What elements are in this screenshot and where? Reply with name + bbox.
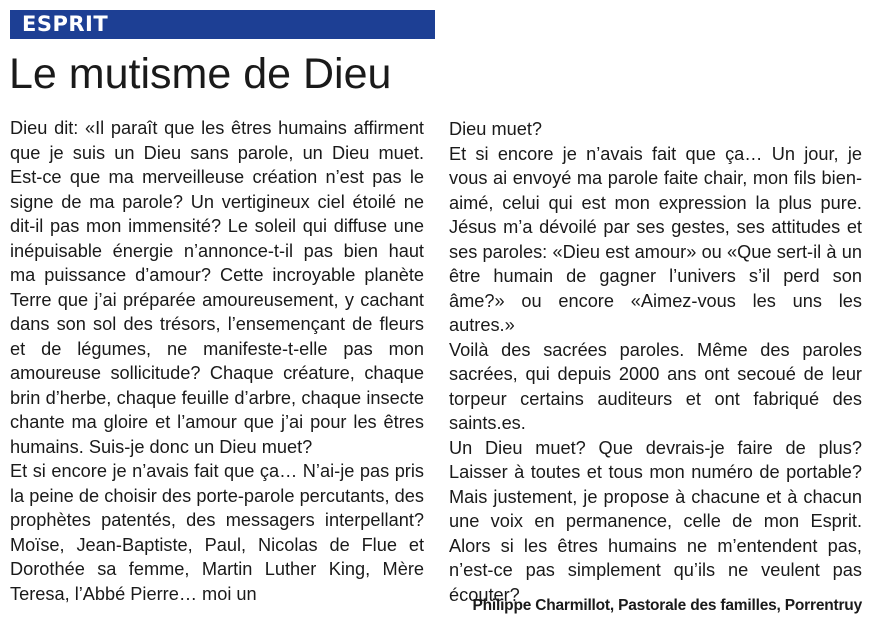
paragraph: Voilà des sacrées paroles. Même des paroles sacrées, qui depuis 2000 ans ont secoué de leur torpeur certains auditeurs et ont fabriqué des saints.es. [449, 339, 862, 433]
paragraph: Et si encore je n’avais fait que ça… Un jour, je vous ai envoyé ma parole faite chair, mon fils bien-aimé, celui qui est mon expression la plus pure. Jésus m’a dévoilé par ses gestes, ses attitudes et ses paroles: «Dieu est amour» ou «Que sert-il à un être humain de gagner l’univers s’il perd son âme?» ou encore «Aimez-vous les uns les autres.» [449, 143, 862, 335]
article-column-right [449, 117, 862, 607]
article-title: Le mutisme de Dieu [9, 50, 392, 98]
author-signature: Philippe Charmillot, Pastorale des familles, Porrentruy [472, 597, 862, 614]
paragraph: Un Dieu muet? Que devrais-je faire de plus? Laisser à toutes et tous mon numéro de portable? Mais justement, je propose à chacune et à chacun une voix en permanence, celle de mon Esprit. Alors si les êtres humains ne m’entendent pas, n’est-ce pas simplement qu’ils ne veulent pas écouter? [449, 437, 862, 605]
section-rubric-label: ESPRIT [22, 12, 109, 36]
paragraph: Dieu muet? [449, 119, 543, 139]
section-rubric [10, 10, 435, 39]
article-column-left [10, 116, 424, 606]
paragraph: Et si encore je n’avais fait que ça… N’ai-je pas pris la peine de choisir des porte-parole percutants, des prophètes patentés, des messagers interpellant? Moïse, Jean-Baptiste, Paul, Nicolas de Flue et Dorothée sa femme, Martin Luther King, Mère Teresa, l’Abbé Pierre… moi un [10, 461, 424, 604]
paragraph: Dieu dit: «Il paraît que les êtres humains affirment que je suis un Dieu sans parole, un Dieu muet. Est-ce que ma merveilleuse création n’est pas le signe de ma parole? Un vertigineux ciel étoilé ne dit-il pas mon immensité? Le soleil qui diffuse une inépuisable énergie n’annonce-t-il pas bien haut ma puissance d’amour? Cette incroyable planète Terre que j’ai préparée amoureusement, y cachant dans son sol des trésors, l’ensemençant de fleurs et de légumes, ne manifeste-t-elle pas mon amoureuse sollicitude? Chaque créature, chaque brin d’herbe, chaque feuille d’arbre, chaque insecte chante ma gloire et l’amour que j’ai pour les êtres humains. Suis-je donc un Dieu muet? [10, 118, 424, 457]
